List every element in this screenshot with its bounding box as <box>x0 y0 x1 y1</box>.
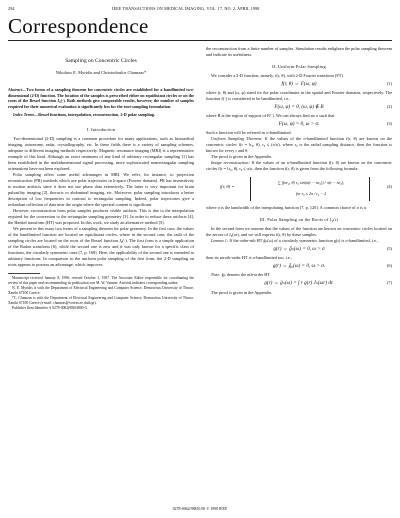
note-label: Note: <box>211 272 221 277</box>
right-column <box>206 46 392 296</box>
footnote: Publisher Item Identifier S 0278-0062(98)04800-3. <box>12 305 88 310</box>
equation-7-number: (7) <box>386 280 392 285</box>
paper-title: Sampling on Concentric Circles <box>65 58 137 64</box>
equation-6-body: g(r) ⇔ g̃₀(ω) = 0, ω > σ. <box>272 263 326 269</box>
equation-3-number: (3) <box>386 121 392 126</box>
equation-4-condition: for r₀ ≤ 2π / r₀ − 2 <box>295 191 327 196</box>
equation-5-body: g(r) ⇔ g̃ₙ(ω) = 0, ω > σ <box>273 246 325 252</box>
section-3-heading: III. Polar Sampling on the Roots of J₀(r) <box>259 217 339 222</box>
equation-2 <box>206 102 392 113</box>
equation-4-sum: ∑ f(nr₀, θ) r₀ sin(σ(r − nr₀)) / π(r − nr₀), <box>277 180 345 185</box>
uniform-theorem-label: Uniform Sampling Theorem: <box>211 136 263 141</box>
sec3-paragraph: In the second form we assume that the values of the function are known on concentric circles located on the zeroes of J₀(σr), and we will express f(r, θ) by these samples. <box>206 226 392 237</box>
index-terms-text: Bessel functions, interpolation, reconstruction, 2-D polar sampling. <box>38 112 155 118</box>
equation-1-number: (1) <box>386 81 392 86</box>
footnotes <box>8 276 194 311</box>
section-banner: Correspondence <box>8 14 149 38</box>
image-reconstruction-label: Image reconstruction: <box>211 160 250 165</box>
right-intro <box>206 46 392 58</box>
equation-2-body: F(ω, φ) = 0, (ω, φ) ∉ B <box>274 104 324 110</box>
sec2-theorem-block <box>206 130 392 172</box>
equation-4-number: (4) <box>386 184 392 189</box>
lemma-1-label: Lemma 1: <box>211 238 229 243</box>
paper-authors: Nikolaos E. Myridis and Christodoulos Chamzas* <box>55 70 147 75</box>
equation-6-number: (6) <box>386 263 392 268</box>
intro-paragraph: We present in this essay two forms of a sampling theorem for polar geometry. In the first case, the values of the bandlimited function are located on equidistant circles, where in the second case, the radii of the sampling circles are located on the roots of the Bessel function J₀(·). The first form is a simple application of the Radon transform [6], while the second one is new and it was only known for a specific class of functions, the circularly symmetric ones [7, p. 168]. Here, the applicability of the second one is extended to arbitrary functions. In comparison to the uniform polar sampling of the first form, the 2-D sampling on roots appears to possess an advantage, which improves <box>8 225 194 267</box>
banner-rule <box>8 40 392 41</box>
equation-3 <box>206 119 392 130</box>
uniform-theorem <box>206 136 392 154</box>
image-reconstruction-text: If the values of an σ-bandlimited function f(r, θ) are known on the concentric circles f(r = lτ₀, θ), r₀ ≤ π/σ, then the function f(r, θ) is given from the following formula: <box>206 160 392 171</box>
equation-1-body: f(r, θ) ⇔ F(ω, φ) <box>281 81 317 87</box>
abstract <box>8 87 194 109</box>
equation-1 <box>206 79 392 90</box>
proof-note: The proof is given in the Appendix. <box>211 154 273 159</box>
page-number: 294 <box>8 6 15 11</box>
footnote: N. E. Myridis is with the Department of Electrical Engineering and Computer Science, Democritus University of Thrace, Xanthi 67100 Greece. <box>8 285 194 295</box>
sec3-paragraph: then its zeroth-order HT is σ-bandlimited too, i.e., <box>206 255 292 260</box>
equation-4 <box>206 175 392 205</box>
sec2-paragraph: We consider a 2-D function, namely, f(r, θ), with 2-D Fourier transform (FT) <box>211 73 343 78</box>
intro-paragraph: Two-dimensional (2-D) sampling is a common procedure for many applications, such as biomedical imaging, astronomy, radar, crystallography, etc. In these fields there is a variety of sampling schemes, adequate to different imaging methods respectively. Magnetic resonance imaging (MRI) is a representative example of this kind. Although an exact treatment of any kind of arbitrary rectangular sampling [1] has been established in the multidimensional signal processing, more sophisticated nonrectangular sampling orientations have not been explored. <box>8 135 194 171</box>
note-text: ĝₙ denotes the nth-order HT <box>221 272 271 277</box>
sec2-paragraph: where σ is the bandwidth of the interpolating function [7, p. 120]. A common choice of σ is σ. <box>206 205 368 210</box>
sec2-paragraph: where B is the region of support of F(·). We can always find an σ such that <box>206 113 335 118</box>
equation-4-lhs: f(r, θ) = <box>220 184 235 189</box>
footnote-rule <box>8 273 40 274</box>
sec2-paragraph-5-wrap <box>206 205 392 211</box>
equation-7 <box>206 278 392 290</box>
abstract-label: Abstract— <box>8 87 27 92</box>
intro-paragraph: Polar sampling offers some useful advantages in MRI. We refer, for instance, to projection reconstruction (PR) methods which use polar trajectories in k-space (Fourier domain). PR has insensitivity to motion artifacts since it does not use phase data extensively. The latter is very important for brain pulsatility imaging [2], thoracic or abdominal imaging, etc. Moreover, polar sampling introduces a better description of low frequencies in contrast to rectangular sampling. Indeed, polar trajectories give a redundant collection of data near the origin where the spectral content is significant. <box>8 171 194 207</box>
equation-2-number: (2) <box>386 104 392 109</box>
sec2-paragraph: Such a function will be referred as σ-bandlimited. <box>206 130 292 135</box>
equation-3-body: F(ω, φ) = 0, ω > σ. <box>278 121 320 127</box>
equation-5-number: (5) <box>386 246 392 251</box>
copyright-footer: 0278-0062/98$10.00 © 1998 IEEE <box>172 507 228 511</box>
intro-paragraph: However, reconstruction from polar samples produces visible artifacts. This is due to the interpolation required for the conversion to the rectangular sampling geometry [3]. In order to reduce these artifacts [4], the Hankel transform (HT) was proposed. In this work, we study an alternative method [5]. <box>8 207 194 225</box>
footnote: Manuscript received January 8, 1996; revised October 1, 1997. The Associate Editor responsible for coordinating the review of this paper and recommending its publication was M. W. Vannier. Asterisk indicates corresponding author. <box>8 275 194 285</box>
proof-appendix-wrap <box>206 290 392 296</box>
index-terms-label: Index Terms— <box>13 112 39 118</box>
section-2-heading: II. Uniform Polar Sampling <box>272 64 326 69</box>
sec2-paragraph: where (r, θ) and (ω, φ) stand for the polar coordinates in the spatial and Fourier domains, respectively. The function f(·) is considered to be bandlimited, i.e., <box>206 90 392 101</box>
abstract-text: Two forms of a sampling theorem for concentric circles are established for a bandlimited two-dimensional (2-D) function. The location of the samples is prescribed either on equidistant circles or on the roots of the Bessel function J₀(·). Both methods give comparable results, however, the number of samples required for their numerical evaluation is significantly less for the root-sampling formulation. <box>8 87 194 109</box>
left-column <box>8 46 194 311</box>
proof-appendix: The proof is given in the Appendix. <box>211 290 273 295</box>
index-terms <box>8 112 194 118</box>
image-reconstruction <box>206 160 392 172</box>
uniform-theorem-text: If the values of the σ-bandlimited function f(r, θ) are known on the concentric circles f(r = lτ₀, θ), r₀ ≤ (π/σ), where r₀ is the radial sampling distance, then the function is known for every r and θ. <box>206 136 392 153</box>
sec2-paragraph-2-wrap <box>206 90 392 102</box>
equation-7-body: g(r) ⇔ ĝₙ(ω) = ∫ r g(r) Jₙ(ωr) dr. <box>264 280 334 286</box>
right-intro-text: the reconstruction from a finite number of samples. Simulation results enlighten the polar sampling theorem and indicate its usefulness. <box>206 46 392 57</box>
intro-heading: I. Introduction <box>86 126 116 132</box>
lemma-1-text: If the order-nth HT g̃ₙ(ω) of a circularly symmetric function g(r) is σ-bandlimited, i.e., <box>229 238 379 243</box>
equation-6 <box>206 261 392 272</box>
footnote: *C. Chamzas is with the Department of Electrical Engineering and Computer Science, Democritus University of Thrace, Xanthi 67100 Greece (e-mail: chamzas@voreas.ee.duth.gr). <box>8 295 194 305</box>
intro-body <box>8 136 194 268</box>
section-3-body <box>206 226 392 244</box>
equation-5 <box>206 244 392 255</box>
journal-running-header: IEEE TRANSACTIONS ON MEDICAL IMAGING, VOL. 17, NO. 2, APRIL 1998 <box>112 6 260 11</box>
